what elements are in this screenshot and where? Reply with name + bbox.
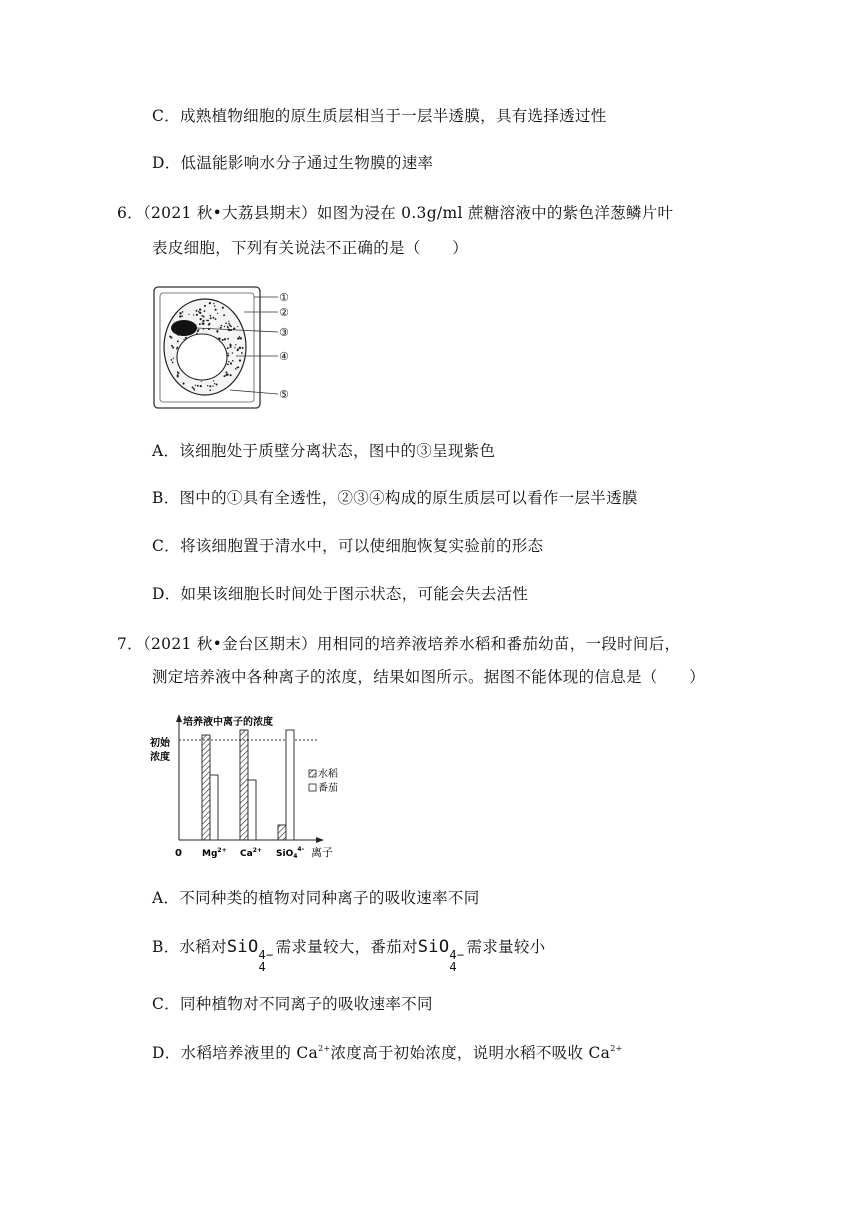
category-ca: $Ca^{2+}$ [240,847,262,859]
cytoplasm-dot [188,314,189,315]
cytoplasm-dot [199,323,201,325]
cytoplasm-dot [210,315,212,317]
prev-option-c: C．成熟植物细胞的原生质层相当于一层半透膜，具有选择透过性 [152,107,607,125]
cytoplasm-dot [214,305,216,307]
cytoplasm-dot [225,322,227,324]
q6-option-b: B．图中的①具有全透性，②③④构成的原生质层可以看作一层半透膜 [152,489,638,507]
cytoplasm-dot [237,366,239,368]
q7-option-d [152,1042,623,1064]
cytoplasm-dot [213,380,214,381]
cytoplasm-dot [194,390,195,391]
cytoplasm-dot [217,313,218,314]
cytoplasm-dot [212,385,213,386]
q6-option-a: A．该细胞处于质壁分离状态，图中的③呈现紫色 [152,442,496,460]
q6-option-c: C．将该细胞置于清水中，可以使细胞恢复实验前的形态 [152,537,544,555]
cytoplasm-dot [179,315,181,317]
cytoplasm-dot [241,352,243,354]
cytoplasm-dot [216,383,218,385]
cytoplasm-dot [202,320,204,322]
cytoplasm-dot [234,347,235,348]
cytoplasm-dot [177,374,179,376]
cytoplasm-dot [237,349,239,351]
bar-rice-si [278,825,286,840]
cytoplasm-dot [206,320,208,322]
q7-option-c: C．同种植物对不同离子的吸收速率不同 [152,995,433,1013]
cytoplasm-dot [215,318,217,320]
cell-diagram [150,284,330,414]
q6-stem-line2: 表皮细胞，下列有关说法不正确的是（ ） [152,239,469,257]
cytoplasm-dot [177,372,179,374]
cytoplasm-dot [209,385,211,387]
cytoplasm-dot [239,337,241,339]
cytoplasm-dot [230,326,232,328]
cytoplasm-dot [232,360,234,362]
cytoplasm-dot [212,317,214,319]
cytoplasm-dot [223,314,225,316]
legend-tomato-label: 番茄 [318,783,338,794]
bar-tomato-mg [210,775,218,840]
bar-tomato-ca [248,780,256,840]
cytoplasm-dot [214,383,215,384]
cytoplasm-dot [224,338,226,340]
cytoplasm-dot [173,358,174,359]
cytoplasm-dot [230,374,232,376]
cytoplasm-dot [171,345,173,347]
silicate-ion-2: SiO 4− 4 [417,937,465,974]
origin-label: 0 [175,848,182,859]
cytoplasm-dot [230,362,232,364]
cytoplasm-dot [203,316,205,318]
cytoplasm-dot [209,323,211,325]
category-mg: $Mg^{2+}$ [202,847,227,859]
cytoplasm-dot [239,347,241,349]
cytoplasm-dot [199,308,201,310]
initial-label-2: 浓度 [150,752,170,763]
x-axis-arrow [316,837,324,843]
cytoplasm-dot [180,312,182,314]
vacuole [177,334,227,380]
q6-option-d: D．如果该细胞长时间处于图示状态，可能会失去活性 [152,585,529,603]
cytoplasm-dot [215,309,217,311]
cytoplasm-dot [225,374,227,376]
cytoplasm-dot [220,327,222,329]
cytoplasm-dot [204,310,206,312]
cytoplasm-dot [232,352,234,354]
q6-stem-line1: 6．（2021 秋•大荔县期末）如图为浸在 0.3g/ml 蔗糖溶液中的紫色洋葱鳞片叶 [117,204,674,222]
ion-concentration-chart [150,712,340,862]
label-5: ⑤ [279,388,289,401]
option-b-suffix: 需求量较小 [466,938,546,956]
cytoplasm-dot [210,317,212,319]
cytoplasm-dot [227,325,228,326]
cytoplasm-dot [196,314,198,316]
cytoplasm-dot [213,303,214,304]
q7-option-b [152,936,545,973]
cytoplasm-dot [242,347,244,349]
cytoplasm-dot [192,386,194,388]
q7-option-a: A．不同种类的植物对同种离子的吸收速率不同 [152,889,480,907]
q7-stem-line2: 测定培养液中各种离子的浓度，结果如图所示。据图不能体现的信息是（ ） [152,668,706,686]
cytoplasm-dot [217,331,218,332]
option-d-part1: D．水稻培养液里的 Ca [152,1044,319,1062]
x-axis-label: 离子 [311,846,333,859]
q7-stem-line1: 7．（2021 秋•金台区期末）用相同的培养液培养水稻和番茄幼苗，一段时间后， [117,635,681,653]
cytoplasm-dot [200,318,202,320]
cytoplasm-dot [225,371,227,373]
cytoplasm-dot [227,347,229,349]
cytoplasm-dot [199,312,201,314]
cytoplasm-dot [228,321,229,322]
cytoplasm-dot [227,354,229,356]
cytoplasm-dot [176,347,178,349]
y-axis-arrow [176,714,182,722]
legend-rice-label: 水稻 [318,769,338,780]
prev-option-d: D．低温能影响水分子通过生物膜的速率 [152,154,434,172]
cytoplasm-dot [237,326,238,327]
cytoplasm-dot [228,323,230,325]
label-3: ③ [279,326,289,339]
category-si: SiO$_4^{4-}$ [276,846,305,860]
silicate-ion-1: SiO 4− 4 [226,937,274,974]
label-1: ① [279,291,289,304]
cytoplasm-dot [198,329,199,330]
cytoplasm-dot [172,362,174,364]
bar-rice-ca [240,730,248,840]
cytoplasm-dot [193,388,195,390]
cytoplasm-dot [229,346,231,348]
cytoplasm-dot [227,327,229,329]
cytoplasm-dot [182,311,184,313]
cytoplasm-dot [193,314,194,315]
option-d-part2: 浓度高于初始浓度，说明水稻不吸收 Ca [330,1044,611,1062]
bar-tomato-si [286,730,294,840]
nucleus [171,320,197,336]
option-b-mid: 需求量较大，番茄对 [275,938,418,956]
cytoplasm-dot [201,315,202,316]
bar-rice-mg [202,735,210,840]
cytoplasm-dot [207,385,208,386]
cytoplasm-dot [195,385,196,386]
cytoplasm-dot [181,315,183,317]
label-2: ② [279,306,289,319]
cytoplasm-dot [222,307,224,309]
option-b-prefix: B．水稻对 [152,938,227,956]
cytoplasm-dot [239,336,240,337]
cytoplasm-dot [200,385,202,387]
cytoplasm-dot [204,305,206,307]
legend-rice-swatch [309,770,316,777]
initial-label-1: 初始 [150,738,170,749]
cytoplasm-dot [197,385,199,387]
cytoplasm-dot [228,361,229,362]
cytoplasm-dot [227,364,228,365]
cytoplasm-dot [196,310,198,312]
cytoplasm-dot [223,375,225,377]
cytoplasm-dot [177,340,179,342]
cytoplasm-dot [209,389,211,391]
cytoplasm-dot [239,359,241,361]
cytoplasm-dot [201,381,202,382]
option-d-sup1: 2+ [318,1044,331,1053]
y-axis-label: 培养液中离子的浓度 [183,717,273,728]
cytoplasm-dot [222,339,224,341]
legend-tomato-swatch [309,784,316,791]
label-4: ④ [279,350,289,363]
cytoplasm-dot [182,382,184,384]
cytoplasm-dot [235,344,236,345]
cytoplasm-dot [227,338,229,340]
cytoplasm-dot [221,325,223,327]
option-d-sup2: 2+ [610,1044,623,1053]
cytoplasm-dot [237,337,239,339]
cytoplasm-dot [227,352,228,353]
cytoplasm-dot [169,335,171,337]
cytoplasm-dot [235,368,237,370]
cytoplasm-dot [202,322,204,324]
cytoplasm-dot [171,359,173,361]
cytoplasm-dot [209,302,211,304]
cytoplasm-dot [224,326,225,327]
cytoplasm-dot [172,347,174,349]
